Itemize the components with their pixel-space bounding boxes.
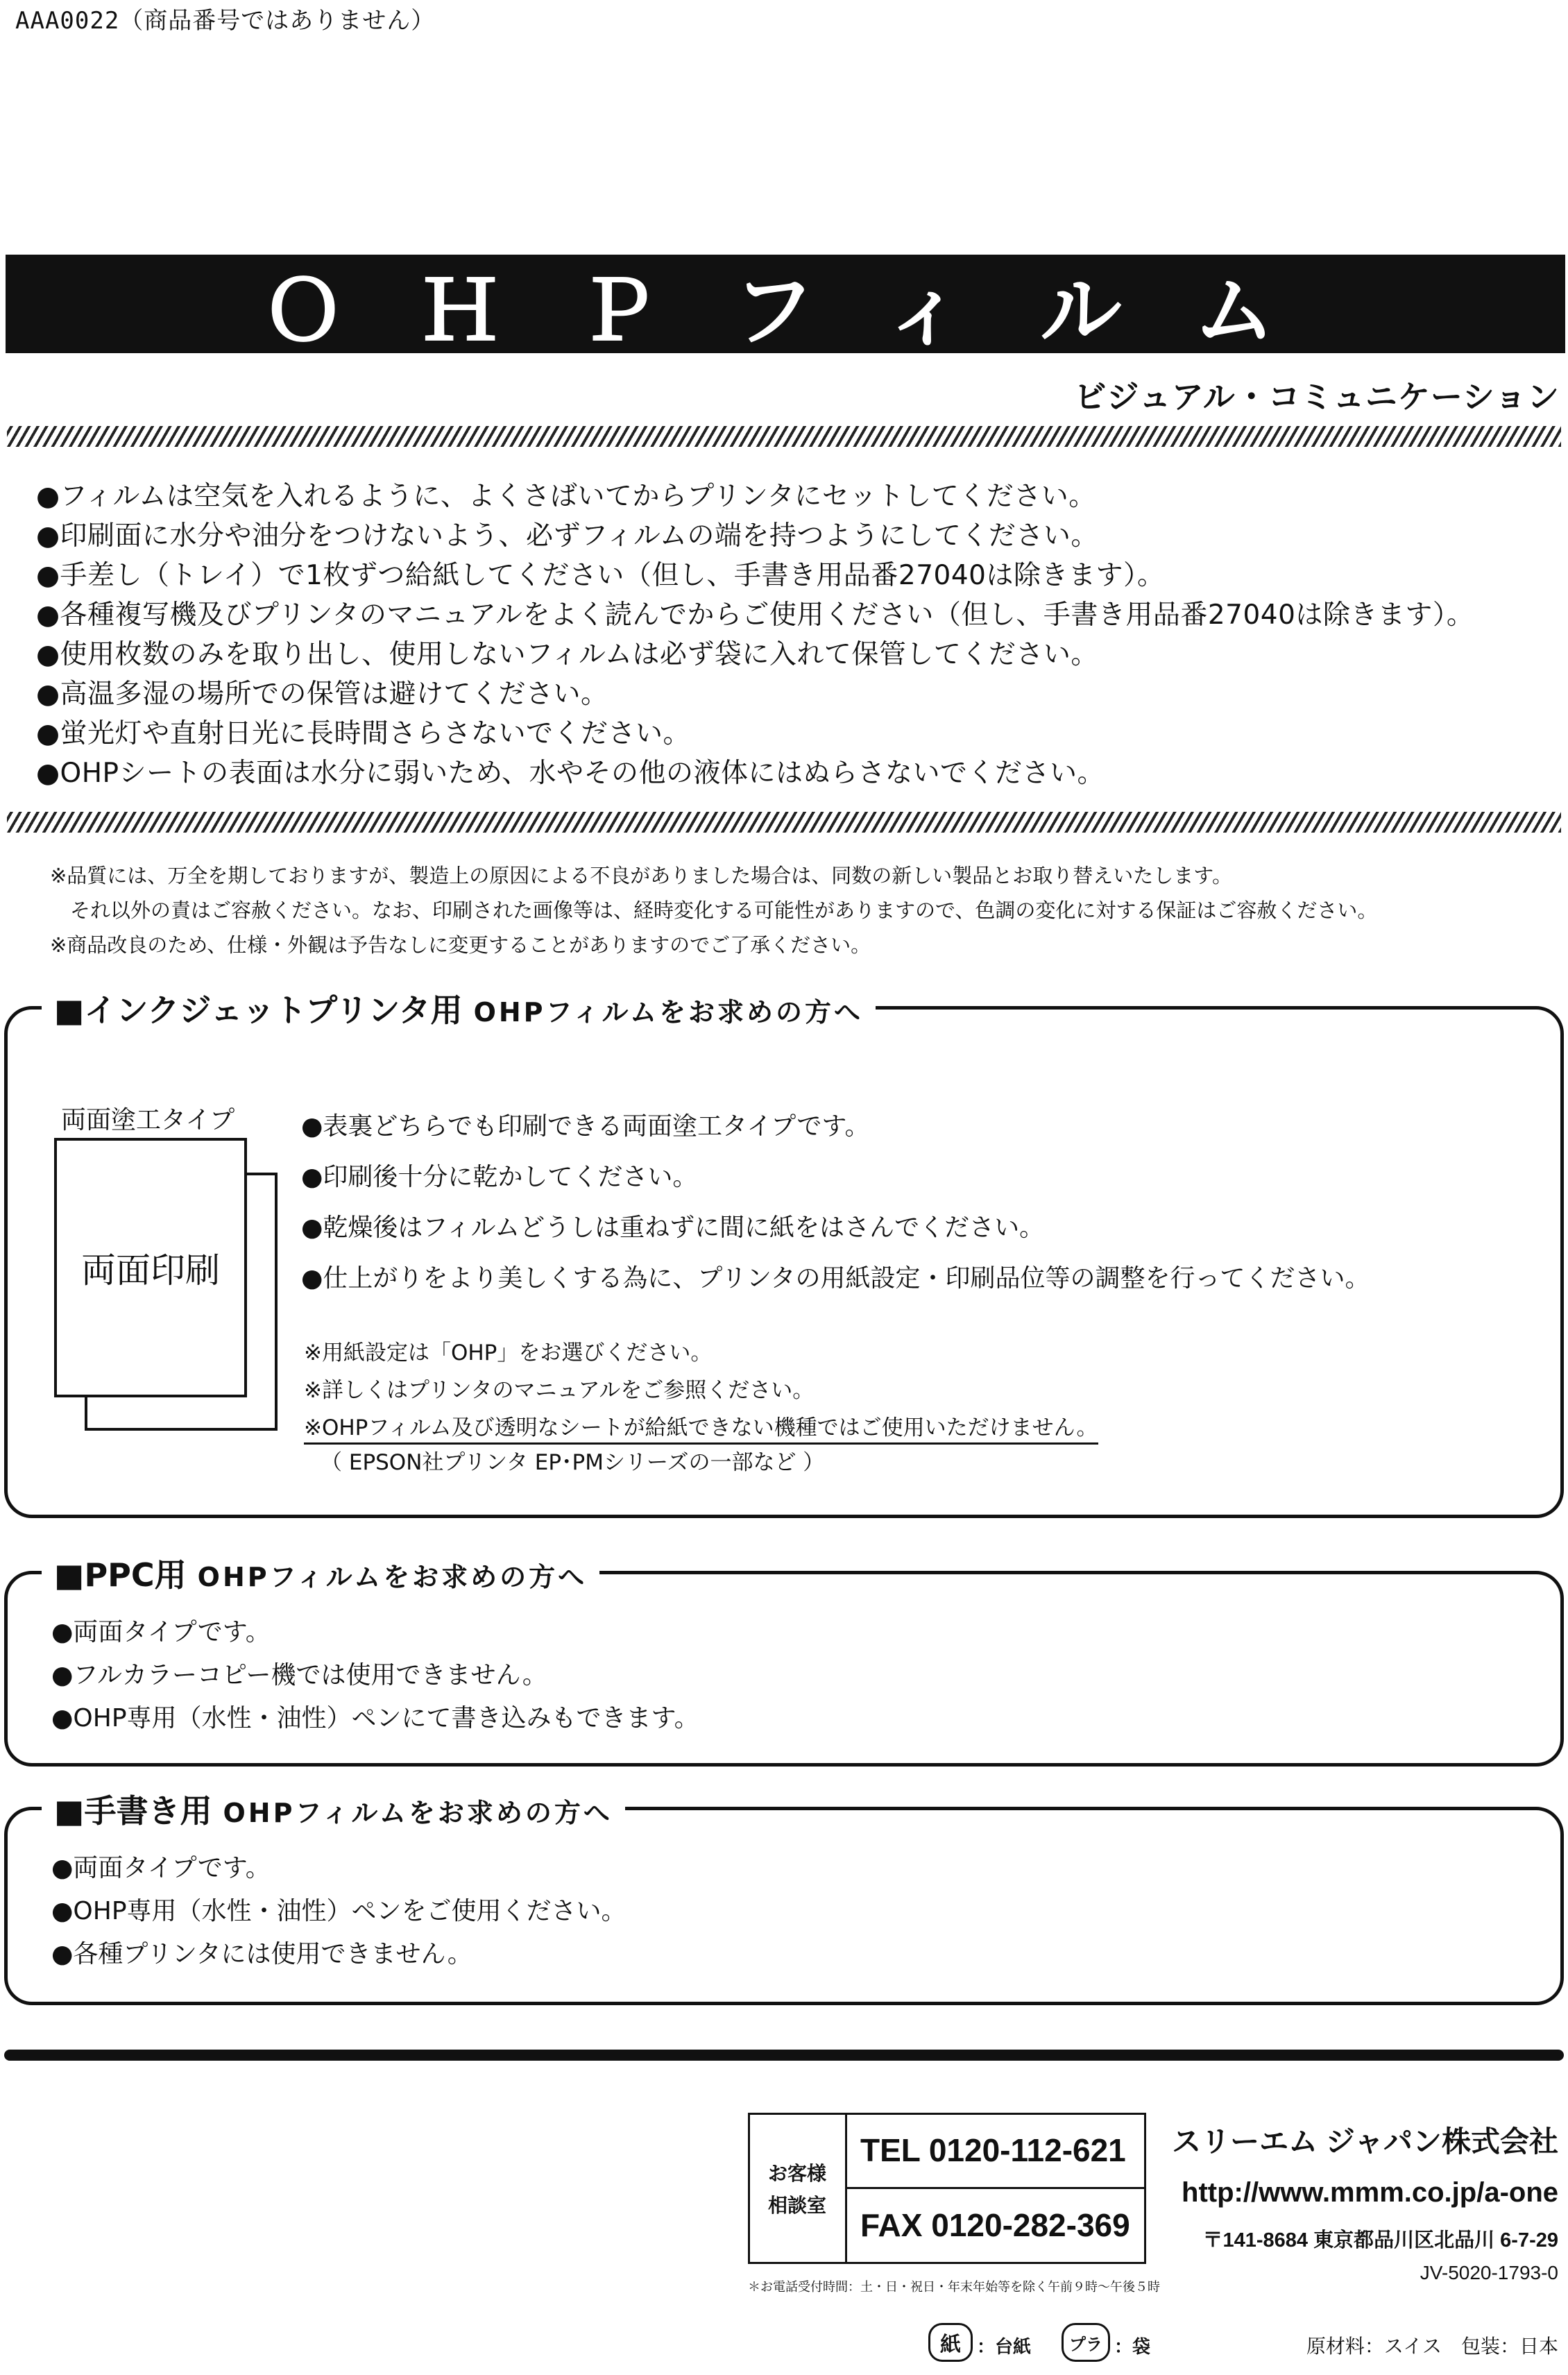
inkjet-item: ●乾燥後はフィルムどうしは重ねずに間に紙をはさんでください。 xyxy=(301,1214,1045,1242)
ppc-heading-main: ■PPC用 xyxy=(54,1556,187,1594)
handwriting-section-heading xyxy=(42,1786,625,1832)
caution-item: ●蛍光灯や直射日光に長時間さらさないでください。 xyxy=(36,718,691,749)
page-subtitle: ビジュアル・コミュニケーション xyxy=(1074,378,1560,416)
handwriting-item: ●各種プリンタには使用できません。 xyxy=(51,1940,472,1968)
caution-item: ●手差し（トレイ）で1枚ずつ給紙してください（但し、手書き用品番27040は除きます）。 xyxy=(36,560,1165,591)
hatched-divider-bottom xyxy=(7,812,1561,833)
plastic-recycle-label: ：袋 xyxy=(1114,2337,1151,2358)
plastic-recycle-mark: プラ xyxy=(1069,2334,1102,2354)
handwriting-item: ●両面タイプです。 xyxy=(51,1854,271,1882)
contact-label-line1: お客様 xyxy=(767,2162,826,2185)
quality-note: それ以外の責はご容赦ください。なお、印刷された画像等は、経時変化する可能性がありますので、色調の変化に対する保証はご容赦ください。 xyxy=(50,899,1378,922)
page-title: ＯＨＰフィルム xyxy=(262,266,1350,357)
inkjet-heading-sub: OHPフィルムをお求めの方へ xyxy=(473,997,863,1028)
diagram-caption: 両面塗工タイプ xyxy=(61,1106,235,1134)
inkjet-note-underlined: ※OHPフィルム及び透明なシートが給紙できない機種ではご使用いただけません。 xyxy=(304,1410,1098,1445)
paper-recycle-icon xyxy=(928,2323,973,2362)
company-url[interactable]: http://www.mmm.co.jp/a-one xyxy=(1182,2177,1558,2208)
contact-label xyxy=(749,2158,845,2222)
tel-number: TEL 0120-112-621 xyxy=(860,2132,1126,2168)
ppc-section-heading xyxy=(42,1550,599,1596)
ppc-heading-sub: OHPフィルムをお求めの方へ xyxy=(197,1562,588,1592)
document-code: JV-5020-1793-0 xyxy=(1420,2262,1558,2283)
company-name: スリーエム ジャパン株式会社 xyxy=(1172,2125,1558,2158)
contact-label-line2: 相談室 xyxy=(767,2194,826,2217)
product-code-note: AAA0022（商品番号ではありません） xyxy=(15,7,436,35)
quality-note: ※品質には、万全を期しておりますが、製造上の原因による不良がありました場合は、同数の新しい製品とお取り替えいたします。 xyxy=(50,864,1232,887)
handwriting-item: ●OHP専用（水性・油性）ペンをご使用ください。 xyxy=(51,1897,627,1925)
caution-item: ●印刷面に水分や油分をつけないよう、必ずフィルムの端を持つようにしてください。 xyxy=(36,520,1098,552)
handwriting-heading-sub: OHPフィルムをお求めの方へ xyxy=(223,1798,613,1828)
front-sheet-illustration xyxy=(54,1138,247,1397)
contact-box-divider-h xyxy=(845,2187,1146,2189)
title-banner xyxy=(6,255,1565,357)
paper-recycle-mark: 紙 xyxy=(940,2333,961,2357)
ppc-item: ●OHP専用（水性・油性）ペンにて書き込みもできます。 xyxy=(51,1704,699,1733)
ppc-item: ●両面タイプです。 xyxy=(51,1618,271,1646)
handwriting-heading-main: ■手書き用 xyxy=(54,1792,212,1830)
inkjet-heading-main: ■インクジェットプリンタ用 xyxy=(54,991,463,1029)
inkjet-note: ※用紙設定は「OHP」をお選びください。 xyxy=(304,1340,713,1365)
inkjet-section-heading xyxy=(42,985,876,1031)
paper-recycle-label: ：台紙 xyxy=(977,2337,1032,2358)
hatched-divider-top xyxy=(7,426,1561,447)
company-address: 〒141-8684 東京都品川区北品川 6-7-29 xyxy=(1202,2229,1558,2251)
inkjet-item: ●印刷後十分に乾かしてください。 xyxy=(301,1163,698,1191)
inkjet-note: （ EPSON社プリンタ EP･PMシリーズの一部など ） xyxy=(321,1450,825,1475)
caution-item: ●各種複写機及びプリンタのマニュアルをよく読んでからご使用ください（但し、手書き用品番27040は除きます）。 xyxy=(36,599,1474,631)
diagram-label: 両面印刷 xyxy=(81,1250,220,1291)
footer-rule xyxy=(4,2050,1564,2061)
caution-item: ●使用枚数のみを取り出し、使用しないフィルムは必ず袋に入れて保管してください。 xyxy=(36,639,1098,670)
inkjet-item: ●仕上がりをより美しくする為に、プリンタの用紙設定・印刷品位等の調整を行ってください。 xyxy=(301,1264,1370,1293)
origin-info: 原材料：スイス 包装：日本 xyxy=(1306,2335,1558,2358)
spec-change-note: ※商品改良のため、仕様・外観は予告なしに変更することがありますのでご了承ください。 xyxy=(50,933,871,957)
phone-hours-note: ＊お電話受付時間：土・日・祝日・年末年始等を除く午前９時〜午後５時 xyxy=(748,2280,1160,2295)
caution-item: ●フィルムは空気を入れるように、よくさばいてからプリンタにセットしてください。 xyxy=(36,481,1096,512)
inkjet-item: ●表裏どちらでも印刷できる両面塗工タイプです。 xyxy=(301,1112,870,1141)
ppc-item: ●フルカラーコピー機では使用できません。 xyxy=(51,1661,547,1689)
plastic-recycle-icon xyxy=(1062,2323,1110,2362)
fax-number: FAX 0120-282-369 xyxy=(860,2207,1130,2243)
caution-item: ●OHPシートの表面は水分に弱いため、水やその他の液体にはぬらさないでください。 xyxy=(36,758,1105,789)
caution-item: ●高温多湿の場所での保管は避けてください。 xyxy=(36,679,608,710)
inkjet-note: ※詳しくはプリンタのマニュアルをご参照ください。 xyxy=(304,1378,815,1403)
